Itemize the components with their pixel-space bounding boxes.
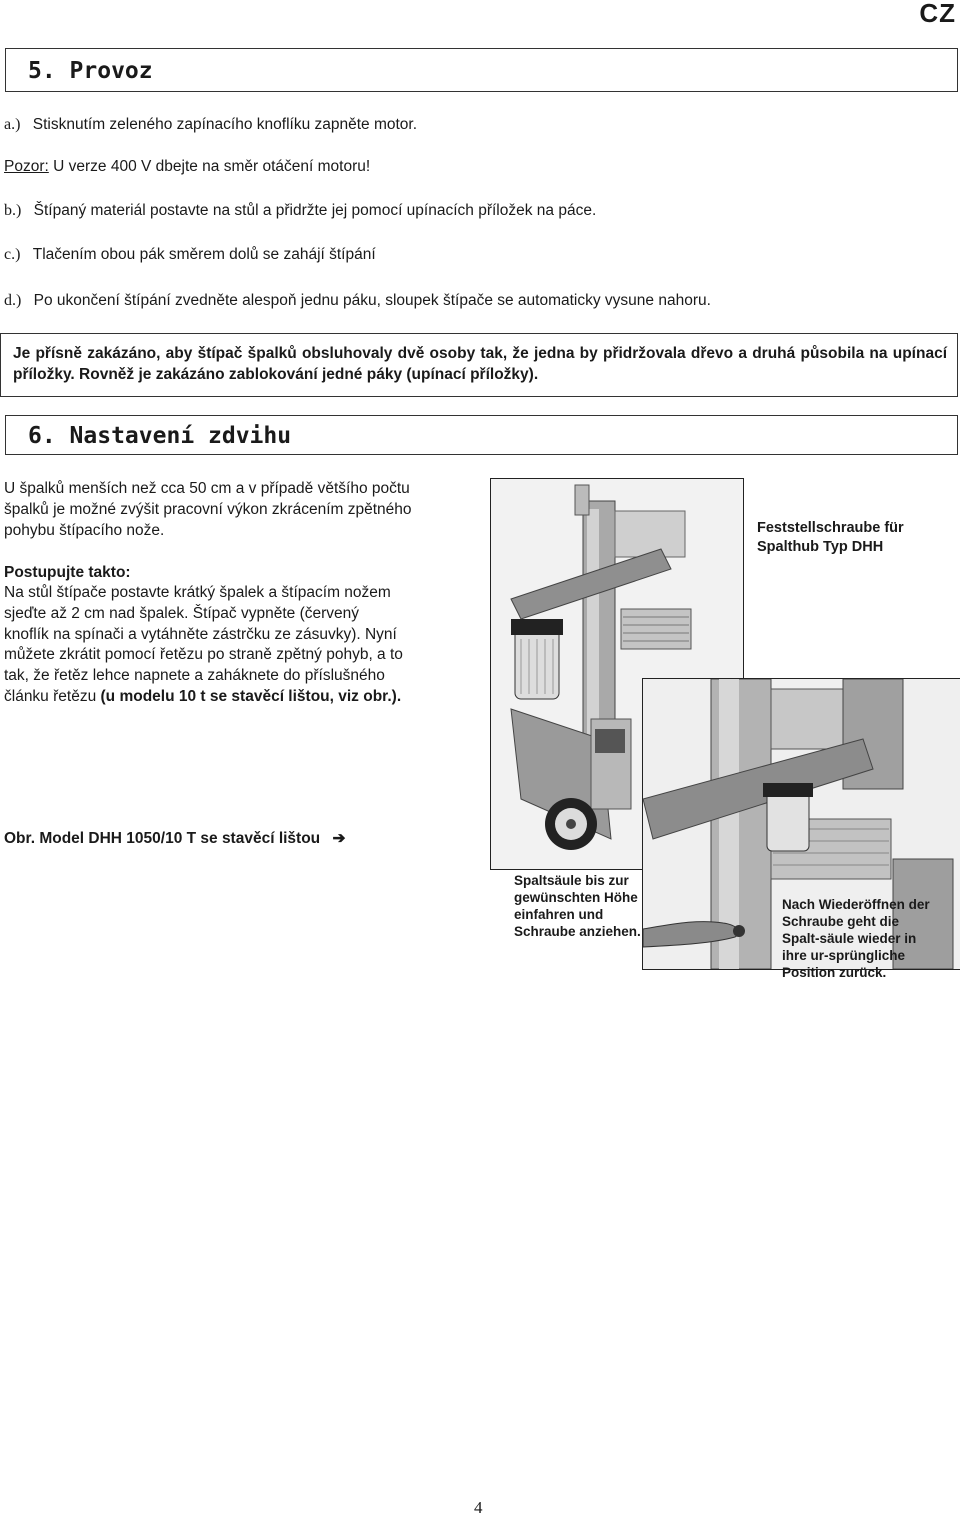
section-6-heading-box xyxy=(5,415,958,455)
caution-line xyxy=(4,158,370,176)
procedure-text xyxy=(4,583,406,708)
step-text: Štípaný materiál postavte na stůl a přidržte jej pomocí upínacích příložek na páce. xyxy=(33,202,597,219)
step-text: Po ukončení štípání zvedněte alespoň jednu páku, sloupek štípače se automaticky vysune nahoru. xyxy=(33,292,711,309)
step-a xyxy=(4,116,417,134)
procedure-body: Na stůl štípače postavte krátký špalek a štípacím nožem sjeďte až 2 cm nad špalek. Štípač vypněte (červený knoflík na spínači a vytáhněte zástrčku ze zásuvky). Nyní můžete zkrátit pomocí řetězu po straně zpětný pohyb, a to tak, že řetěz lehce napnete a zaháknete do příslušného článku řetězu xyxy=(4,584,403,705)
step-d xyxy=(4,292,711,310)
step-marker: b.) xyxy=(4,202,22,219)
caption-text: Obr. Model DHH 1050/10 T se stavěcí lištou xyxy=(4,830,321,847)
section-6-title: 6. Nastavení zdvihu xyxy=(28,423,292,449)
caution-label: Pozor: xyxy=(4,158,49,175)
warning-text: Je přísně zakázáno, aby štípač špalků obsluhovaly dvě osoby tak, že jedna by přidržovala dřevo a druhá působila na upínací příložky. Rovněž je zakázáno zablokování jedné páky (upínací příložky). xyxy=(13,345,947,383)
section-6-intro: U špalků menších než cca 50 cm a v případě většího počtu špalků je možné zvýšit pracovní výkon zkrácením zpětného pohybu štípacího nože. xyxy=(4,480,412,539)
arrow-right-icon: ➔ xyxy=(332,830,346,847)
step-marker: d.) xyxy=(4,292,22,309)
section-5-heading-box xyxy=(5,48,958,92)
section-5-title: 5. Provoz xyxy=(28,58,153,84)
page-number: 4 xyxy=(474,1498,483,1517)
label-nach-wiederoeffnen: Nach Wiederöffnen der Schraube geht die Spalt-säule wieder in ihre ur-sprüngliche Position zurück. xyxy=(782,897,930,980)
label-feststellschraube: Feststellschraube für Spalthub Typ DHH xyxy=(757,519,937,557)
language-code: CZ xyxy=(919,0,956,28)
procedure-heading: Postupujte takto: xyxy=(4,564,131,581)
figure-caption xyxy=(4,829,345,848)
step-marker: a.) xyxy=(4,116,21,133)
step-marker: c.) xyxy=(4,246,21,263)
label-spaltsaeule: Spaltsäule bis zur gewünschten Höhe einfahren und Schraube anziehen. xyxy=(514,873,641,939)
step-text: Tlačením obou pák směrem dolů se zahájí štípání xyxy=(32,246,376,263)
step-c xyxy=(4,246,376,264)
step-b xyxy=(4,202,596,220)
procedure-reference: (u modelu 10 t se stavěcí lištou, viz obr.). xyxy=(100,687,402,705)
step-text: Stisknutím zeleného zapínacího knoflíku zapněte motor. xyxy=(32,116,418,133)
caution-text: U verze 400 V dbejte na směr otáčení motoru! xyxy=(53,158,371,175)
warning-box xyxy=(0,333,958,397)
